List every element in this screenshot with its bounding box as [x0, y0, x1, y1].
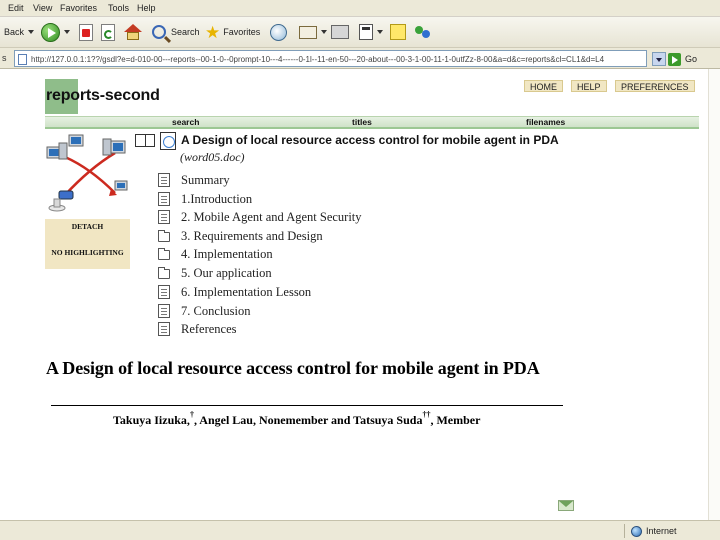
footnote-mark: ††: [422, 410, 431, 419]
edit-dropdown-icon[interactable]: [377, 30, 383, 34]
discuss-button[interactable]: [390, 21, 406, 43]
document-title: A Design of local resource access control for mobile agent in PDA: [181, 133, 559, 147]
search-button[interactable]: [152, 21, 200, 43]
no-highlighting-link[interactable]: NO HIGHLIGHTING: [51, 248, 124, 257]
home-icon: [124, 24, 142, 40]
folder-icon[interactable]: [158, 269, 170, 279]
page-icon: [158, 173, 170, 187]
toc-item[interactable]: [158, 227, 323, 245]
zone-label: Internet: [646, 526, 677, 536]
address-bar: [0, 48, 720, 69]
toc-item[interactable]: [158, 245, 273, 263]
page-icon: [158, 192, 170, 206]
toc-item[interactable]: [158, 190, 252, 208]
word-document-icon[interactable]: [160, 132, 176, 150]
title-rule: [51, 405, 563, 406]
print-button[interactable]: [331, 21, 349, 43]
tab-titles[interactable]: titles: [352, 117, 372, 127]
toc-label[interactable]: 7. Conclusion: [181, 303, 251, 318]
menu-favorites[interactable]: Favorites: [60, 3, 98, 13]
edit-page-icon: [359, 24, 373, 40]
envelope-icon[interactable]: [558, 500, 574, 511]
status-divider: [624, 524, 625, 538]
address-label: s: [2, 53, 7, 63]
paper-title: A Design of local resource access control for mobile agent in PDA: [46, 358, 540, 378]
collection-title: reports-second: [46, 87, 160, 104]
toc-item[interactable]: [158, 171, 230, 189]
toolbar: [0, 17, 720, 48]
menu-view[interactable]: View: [33, 3, 53, 13]
home-link[interactable]: HOME: [524, 80, 563, 92]
forward-button[interactable]: [41, 21, 70, 43]
security-zone: [631, 524, 677, 538]
toc-label[interactable]: 6. Implementation Lesson: [181, 284, 312, 299]
back-button[interactable]: [4, 21, 34, 43]
menu-edit[interactable]: Edit: [8, 3, 24, 13]
paper-authors: [113, 410, 481, 428]
messenger-button[interactable]: [414, 21, 431, 43]
toc-item[interactable]: [158, 320, 237, 338]
page-icon: [158, 304, 170, 318]
toc-item[interactable]: [158, 302, 250, 320]
toc-label[interactable]: 2. Mobile Agent and Agent Security: [181, 209, 362, 224]
back-label: Back: [4, 27, 25, 37]
author-text: Takuya Iizuka,: [113, 413, 190, 427]
search-icon: [152, 25, 166, 39]
forward-dropdown-icon[interactable]: [64, 30, 70, 34]
go-button[interactable]: [668, 51, 697, 67]
folder-icon[interactable]: [158, 250, 170, 260]
forward-arrow-icon: [41, 23, 60, 42]
stop-button[interactable]: [79, 21, 93, 43]
vertical-scrollbar[interactable]: [708, 69, 720, 520]
detach-link[interactable]: DETACH: [71, 222, 104, 231]
address-input[interactable]: [31, 53, 646, 66]
page-icon: [158, 322, 170, 336]
toc-label[interactable]: 1.Introduction: [181, 191, 253, 206]
navigation-bar: [45, 116, 699, 127]
globe-icon: [631, 526, 642, 537]
mail-button[interactable]: [299, 21, 327, 43]
search-label: Search: [171, 27, 200, 37]
mail-icon: [299, 26, 317, 39]
page-icon: [158, 210, 170, 224]
folder-icon[interactable]: [158, 232, 170, 242]
menu-bar: [0, 0, 720, 17]
discuss-note-icon: [390, 24, 406, 40]
toc-item[interactable]: [158, 208, 362, 226]
tab-filenames[interactable]: filenames: [526, 117, 566, 127]
mail-dropdown-icon[interactable]: [321, 30, 327, 34]
printer-icon: [331, 25, 349, 39]
toc-label[interactable]: 5. Our application: [181, 265, 272, 280]
toc-item[interactable]: [158, 283, 311, 301]
toc-item[interactable]: [158, 264, 272, 282]
favorites-button[interactable]: [205, 21, 260, 43]
page-icon: [158, 285, 170, 299]
status-bar: [0, 520, 720, 540]
page-icon: [18, 54, 27, 65]
go-label: Go: [685, 54, 698, 64]
side-panel: [45, 219, 130, 269]
address-dropdown-icon[interactable]: [652, 52, 666, 66]
history-button[interactable]: [270, 21, 287, 43]
author-text: , Angel Lau, Nonemember and Tatsuya Suda: [193, 413, 423, 427]
author-text: , Member: [430, 413, 481, 427]
home-button[interactable]: [124, 21, 142, 43]
refresh-button[interactable]: [101, 21, 115, 43]
stop-icon: [79, 24, 93, 41]
go-arrow-icon: [668, 53, 681, 66]
menu-tools[interactable]: Tools: [108, 3, 130, 13]
back-dropdown-icon[interactable]: [28, 30, 34, 34]
open-book-icon[interactable]: [135, 134, 155, 147]
help-link[interactable]: HELP: [571, 80, 607, 92]
favorites-label: Favorites: [223, 27, 261, 37]
divider: [45, 127, 699, 129]
footnote-mark: †: [189, 410, 194, 419]
favorites-star-icon: ★: [205, 22, 221, 42]
toc-label[interactable]: References: [181, 321, 237, 336]
address-box[interactable]: [14, 50, 647, 67]
menu-help[interactable]: Help: [137, 3, 156, 13]
refresh-icon: [101, 24, 115, 41]
edit-button[interactable]: [359, 21, 383, 43]
document-filename: (word05.doc): [180, 150, 245, 164]
toc-label[interactable]: 4. Implementation: [181, 246, 273, 261]
toc-label[interactable]: Summary: [181, 172, 230, 187]
tab-search[interactable]: search: [172, 117, 200, 127]
messenger-icon: [414, 24, 431, 41]
toc-label[interactable]: 3. Requirements and Design: [181, 228, 323, 243]
history-icon: [270, 24, 287, 41]
network-illustration: [45, 133, 131, 215]
preferences-link[interactable]: PREFERENCES: [615, 80, 695, 92]
